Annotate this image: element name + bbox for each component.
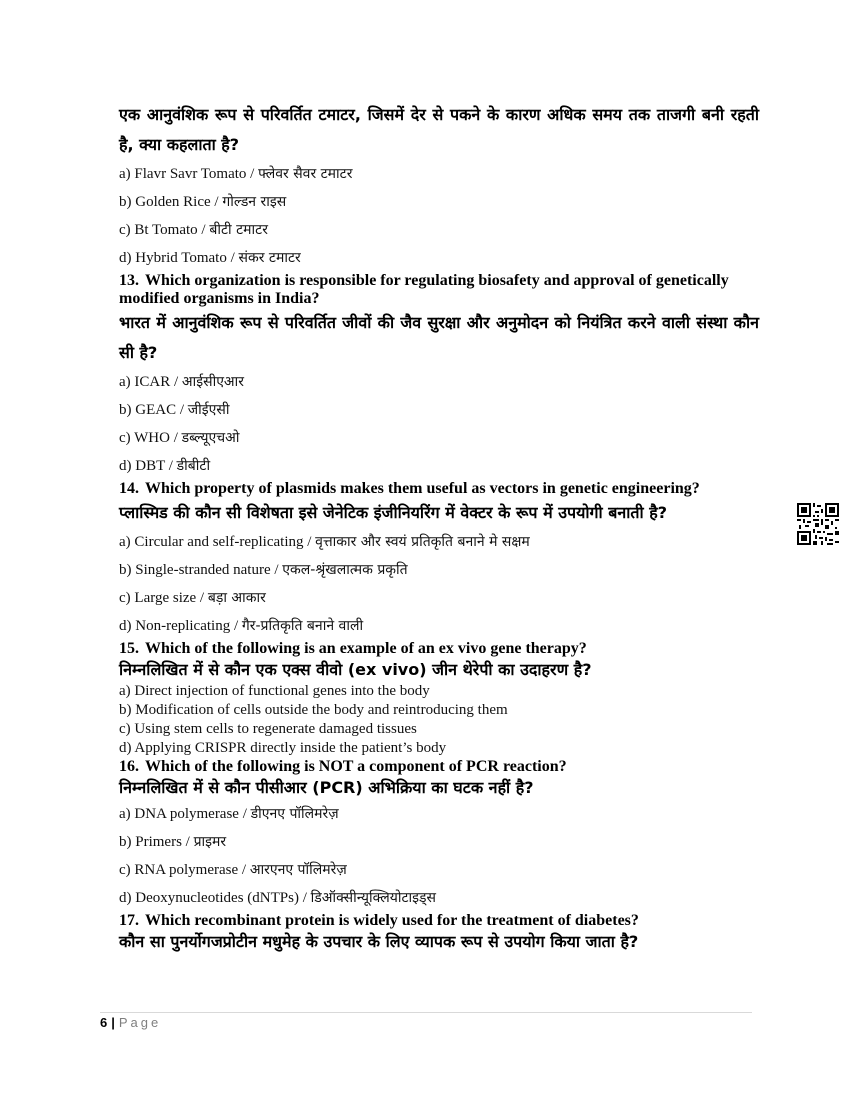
q15-english-text [119, 640, 759, 658]
option-hi: डीबीटी [176, 458, 211, 474]
question-text: Which recombinant protein is widely used for the treatment of diabetes? [145, 912, 639, 929]
q15-hindi-text: निम्नलिखित में से कौन एक एक्स वीवो (ex vivo) जीन थेरेपी का उदाहरण है? [119, 660, 592, 679]
q15-option-a: a) Direct injection of functional genes into the body [119, 683, 430, 699]
option-hi: प्राइमर [193, 834, 227, 850]
question-text: Which organization is responsible for regulating biosafety and approval of genetically modified organisms in India? [119, 272, 729, 307]
question-text: Which property of plasmids makes them useful as vectors in genetic engineering? [145, 480, 700, 497]
q13-option-c [119, 424, 759, 452]
q16-option-b [119, 828, 759, 856]
q13-option-b [119, 396, 759, 424]
q14-option-c [119, 584, 759, 612]
q13-option-a [119, 368, 759, 396]
qr-code-image [797, 503, 839, 545]
option-hi: जीईएसी [187, 402, 230, 418]
option-en: a) Circular and self-replicating / [119, 534, 316, 550]
option-en: a) DNA polymerase / [119, 806, 251, 822]
footer-separator: | [111, 1015, 115, 1030]
question-number: 15. [119, 640, 139, 657]
q15-option-d: d) Applying CRISPR directly inside the patient’s body [119, 740, 447, 756]
option-en: c) Large size / [119, 590, 208, 606]
q12-option-d [119, 244, 759, 272]
option-en: d) Non-replicating / [119, 618, 242, 634]
option-hi: एकल-श्रृंखलात्मक प्रकृति [282, 562, 408, 578]
option-en: d) Hybrid Tomato / [119, 250, 239, 266]
q17-hindi-text: कौन सा पुनर्योगजप्रोटीन मधुमेह के उपचार के लिए व्यापक रूप से उपयोग किया जाता है? [119, 932, 639, 951]
option-en: a) ICAR / [119, 374, 182, 390]
option-en: d) DBT / [119, 458, 177, 474]
option-en: c) RNA polymerase / [119, 862, 250, 878]
option-en: c) Bt Tomato / [119, 222, 210, 238]
question-text: Which of the following is NOT a component of PCR reaction? [145, 758, 567, 775]
q16-option-a [119, 800, 759, 828]
question-number: 13. [119, 272, 139, 289]
q14-option-d [119, 612, 759, 640]
option-hi: आईसीएआर [181, 374, 244, 390]
question-number: 16. [119, 758, 139, 775]
q16-english-text [119, 758, 759, 776]
q17-english-text [119, 912, 759, 930]
q12-option-c [119, 216, 759, 244]
q14-option-a [119, 528, 759, 556]
q14-option-b [119, 556, 759, 584]
q13-hindi-text: भारत में आनुवंशिक रूप से परिवर्तित जीवों की जैव सुरक्षा और अनुमोदन को नियंत्रित करने वाली संस्था कौन सी है? [119, 313, 759, 362]
q14-hindi-text: प्लास्मिड की कौन सी विशेषता इसे जेनेटिक इंजीनियरिंग में वेक्टर के रूप में उपयोगी बनाती है? [119, 503, 667, 522]
option-en: b) Single-stranded nature / [119, 562, 283, 578]
q12-option-a [119, 160, 759, 188]
q12-option-b [119, 188, 759, 216]
footer-divider [100, 1012, 752, 1013]
q12-hindi-text: एक आनुवंशिक रूप से परिवर्तित टमाटर, जिसमें देर से पकने के कारण अधिक समय तक ताजगी बनी रहती है, क्या कहलाता है? [119, 105, 759, 154]
option-hi: बीटी टमाटर [209, 222, 268, 238]
q14-english-text [119, 480, 759, 498]
option-hi: डीएनए पॉलिमरेज़ [250, 806, 339, 822]
option-en: b) GEAC / [119, 402, 188, 418]
page-number: 6 [100, 1015, 108, 1030]
q15-option-c: c) Using stem cells to regenerate damaged tissues [119, 721, 417, 737]
option-en: b) Golden Rice / [119, 194, 223, 210]
q13-english-text [119, 272, 759, 308]
page-footer [100, 1015, 161, 1030]
option-hi: आरएनए पॉलिमरेज़ [249, 862, 347, 878]
option-en: a) Flavr Savr Tomato / [119, 166, 259, 182]
option-hi: फ्लेवर सैवर टमाटर [258, 166, 353, 182]
q13-option-d [119, 452, 759, 480]
q16-option-c [119, 856, 759, 884]
option-hi: संकर टमाटर [238, 250, 301, 266]
question-number: 14. [119, 480, 139, 497]
question-number: 17. [119, 912, 139, 929]
option-en: b) Primers / [119, 834, 194, 850]
q16-hindi-text: निम्नलिखित में से कौन पीसीआर (PCR) अभिक्रिया का घटक नहीं है? [119, 778, 534, 797]
q15-option-b: b) Modification of cells outside the body and reintroducing them [119, 702, 508, 718]
option-en: d) Deoxynucleotides (dNTPs) / [119, 890, 311, 906]
option-hi: गैर-प्रतिकृति बनाने वाली [241, 618, 364, 634]
option-hi: वृत्ताकार और स्वयं प्रतिकृति बनाने मे सक्षम [315, 534, 530, 550]
question-text: Which of the following is an example of an ex vivo gene therapy? [145, 640, 587, 657]
option-en: c) WHO / [119, 430, 182, 446]
option-hi: डब्ल्यूएचओ [181, 430, 240, 446]
option-hi: गोल्डन राइस [222, 194, 287, 210]
option-hi: डिऑक्सीन्यूक्लियोटाइड्स [310, 890, 436, 906]
page-content [119, 100, 759, 954]
page-label: Page [118, 1015, 162, 1030]
q16-option-d [119, 884, 759, 912]
option-hi: बड़ा आकार [207, 590, 266, 606]
